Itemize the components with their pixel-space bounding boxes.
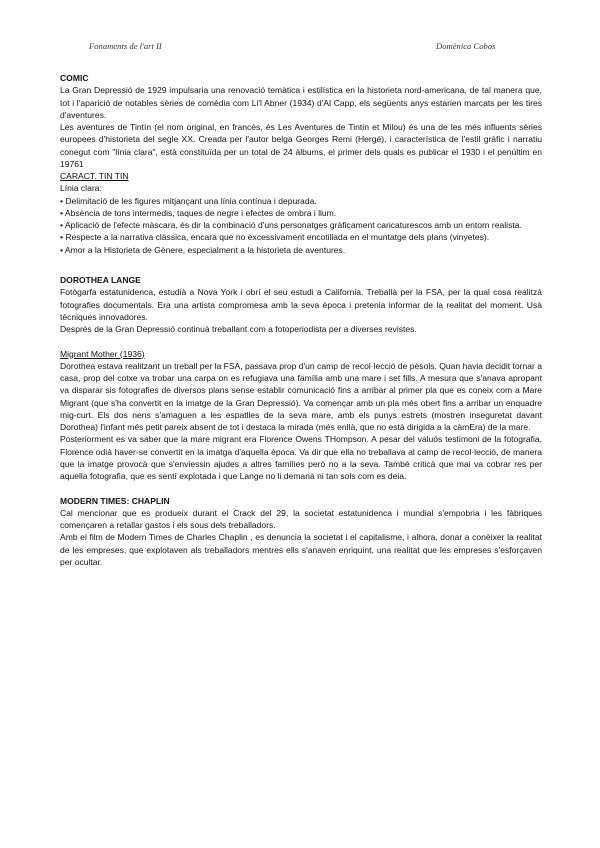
subheading-linia-clara: Línia clara: (60, 183, 102, 194)
paragraph: Posteriorment es va saber que la mare migrant era Florence Owens THompson. A pesar del valuós testimoni de la fotografia, Florence odià haver-se convertit en la imatga d'aquella època. Va dir que ella no treballava al camp de recol·lecció, de manera que la imatge provocà que s'enviessin ajudes a altres famílies però no a la seva. També criticà que mai va cobrar res per aquella fotografia, que es sentí explotada i que Lange no li demanà ni tan sols com es deia. (60, 434, 542, 481)
bullet-item: • Delimitació de les figures mitjançant una línia contínua i depurada. (60, 195, 317, 206)
section-heading-lange: DOROTHEA LANGE (60, 275, 141, 285)
bullet-item: • Aplicació de l'efecte màscara, és dir la combinació d'uns personatges gràficament caricaturescos amb un entorn realista. (60, 220, 522, 230)
header-author: Domènica Cobos (436, 41, 496, 51)
paragraph: Amb el film de Modern Times de Charles Chaplin , es denuncia la societat i el capitalisme, i alhora, donar a conèixer la realitat de les empreses, que explotaven als treballadors mentres ells s'anaven enriquint, una realitat que les empreses s'esforçaven per ocultar. (60, 532, 542, 567)
document-body (60, 72, 542, 568)
header-course: Fonaments de l'art II (89, 41, 162, 51)
page-header (0, 41, 600, 55)
paragraph: Les aventures de Tintín (el nom original, en francès, és Les Aventures de Tintin et Milou) és una de les més influents sèries europees d'historieta del segle XX. Creada per l'autor belga Georges Remi (Hergé), i característica de l'estil gràfic i narratiu conegut com "línia clara", està constituïda per un total de 24 àlbums, el primer dels quals es publicar el 1930 i el penúltim en 19761 (60, 122, 542, 169)
bullet-item: • Respecte a la narrativa clàssica, encara que no excessivament encotillada en el muntatge dels plans (vinyetes). (60, 232, 490, 243)
paragraph: Cal mencionar que es produeix durant el Crack del 29, la societat estatunidenca i mundial s'empobria i les fàbriques començaren a retallar gastos i els sous dels treballadors. (60, 507, 542, 530)
bullet-item: • Amor a la Historieta de Gènere, especialment a la historieta de aventures. (60, 244, 346, 255)
paragraph: La Gran Depressió de 1929 impulsaria una renovació temàtica i estilística en la historieta nord-americana, de tal manera que, tot i l'aparició de notables sèries de comèdia com Li'l Abner (1934) d'Al Capp, els següents anys estarien marcats per les tires d'aventures. (60, 85, 542, 120)
bullet-item: • Absència de tons intermedis, taques de negre i efectes de ombra i llum. (60, 207, 337, 218)
section-heading-comic: COMIC (60, 73, 89, 83)
paragraph: Fotògarfa estatunidenca, estudià a Nova York i obrí el seu estudi a California. Treballà per la FSA, per la qual cosa realitzà fotografies documentals. Era una artista compromesa amb la seva època i pretenia informar de la realitat del moment. Usà tècniques innovadores. (60, 287, 542, 322)
paragraph: Després de la Gran Depressió continuà treballant com a fotoperiodista per a diverses revistes. (60, 324, 417, 334)
section-heading-modern-times: MODERN TIMES: CHAPLIN (60, 495, 170, 506)
subheading-tintin: CARACT. TIN TIN (60, 171, 129, 181)
paragraph: Dorothea estava realitzant un treball per la FSA, passava prop d'un camp de recol·lecció de pèsols. Quan havia decidit tornar a casa, prop del cotxe va trobar una carpa on es refugiava una família amb una mare i set fills. A mesura que s'anava apropant va disparar sis fotografies de diversos plans sense establir comunicació fins a arribar al primer pla que es coneix com a Mare Migrant (que s'ha convertit en la imatge de la Gran Depressió). Va començar amb un pla més obert fins a arribar un enquadre mig-curt. Els dos nens s'amaguen a les espatlles de la seva mare, amb els punys estrets (mostren inseguretat davant Dorothea) l'infant més petit pareix absent de tot i destaca la mirada (més enllà, que no està dirigida a la càmEra) de la mare. (60, 360, 542, 432)
subheading-migrant-mother: Migrant Mother (1936) (60, 348, 145, 359)
